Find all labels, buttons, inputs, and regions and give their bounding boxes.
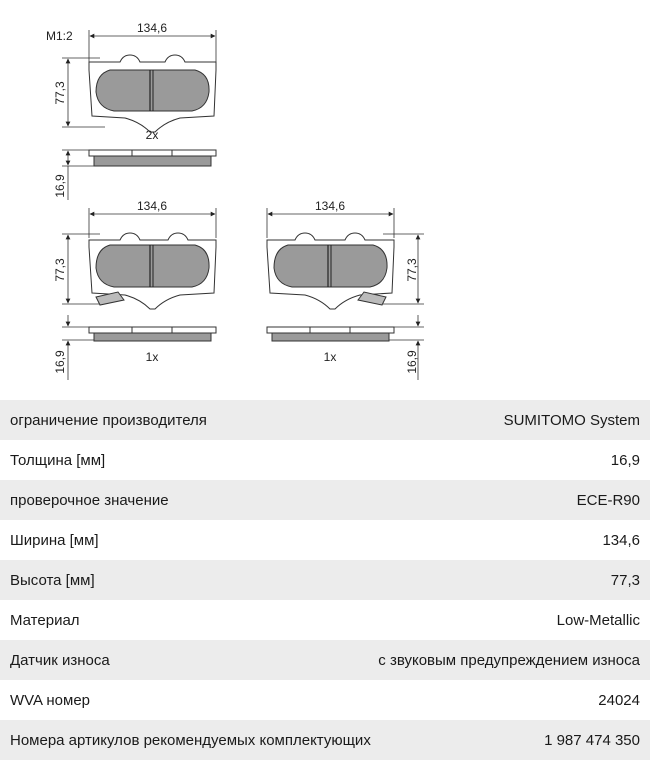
bottom-left-pad-group — [53, 199, 216, 380]
spec-label: Ширина [мм] — [10, 531, 99, 549]
bottom-left-side-friction — [94, 333, 211, 341]
bottom-right-side-plate — [267, 327, 394, 333]
spec-value: с звуковым предупреждением износа — [378, 651, 640, 669]
spec-label: Высота [мм] — [10, 571, 95, 589]
spec-label: Датчик износа — [10, 651, 110, 669]
spec-row-width — [0, 520, 650, 560]
spec-label: Номера артикулов рекомендуемых комплектующих — [10, 731, 371, 749]
spec-value: 77,3 — [610, 571, 640, 589]
bottom-right-quantity-label: 1x — [323, 350, 337, 364]
spec-row-material — [0, 600, 650, 640]
top-width-label: 134,6 — [136, 21, 168, 35]
top-pad-group — [53, 21, 216, 200]
specs-table — [0, 400, 650, 760]
spec-label: WVA номер — [10, 691, 91, 709]
spec-row-wva-number — [0, 680, 650, 720]
spec-value: 16,9 — [610, 451, 640, 469]
top-side-friction — [94, 156, 211, 166]
spec-value: ECE-R90 — [576, 491, 640, 509]
spec-value: 24024 — [598, 691, 640, 709]
spec-row-wear-sensor — [0, 640, 650, 680]
top-thickness-label: 16,9 — [53, 174, 67, 198]
spec-value: SUMITOMO System — [503, 411, 640, 429]
spec-row-height — [0, 560, 650, 600]
bottom-right-height-label: 77,3 — [405, 258, 419, 282]
bottom-left-height-label: 77,3 — [53, 258, 67, 282]
top-height-label: 77,3 — [53, 81, 67, 105]
bottom-right-side-friction — [272, 333, 389, 341]
spec-row-thickness — [0, 440, 650, 480]
bottom-left-quantity-label: 1x — [145, 350, 159, 364]
bottom-right-pad-group — [267, 199, 424, 380]
spec-row-test-value — [0, 480, 650, 520]
spec-label: проверочное значение — [10, 491, 169, 509]
bottom-left-width-label: 134,6 — [136, 199, 168, 213]
top-quantity-label: 2x — [145, 128, 159, 142]
top-side-plate — [89, 150, 216, 156]
spec-label: ограничение производителя — [10, 411, 207, 429]
spec-label: Толщина [мм] — [10, 451, 106, 469]
bottom-left-thickness-label: 16,9 — [53, 350, 67, 374]
spec-row-accessory-numbers — [0, 720, 650, 760]
spec-value: Low-Metallic — [556, 611, 640, 629]
bottom-right-width-label: 134,6 — [314, 199, 346, 213]
bottom-left-side-plate — [89, 327, 216, 333]
spec-row-manufacturer-restriction — [0, 400, 650, 440]
spec-label: Материал — [10, 611, 80, 629]
bottom-right-thickness-label: 16,9 — [405, 350, 419, 374]
spec-value: 1 987 474 350 — [544, 731, 640, 749]
scale-label: M1:2 — [46, 29, 73, 43]
spec-value: 134,6 — [602, 531, 640, 549]
